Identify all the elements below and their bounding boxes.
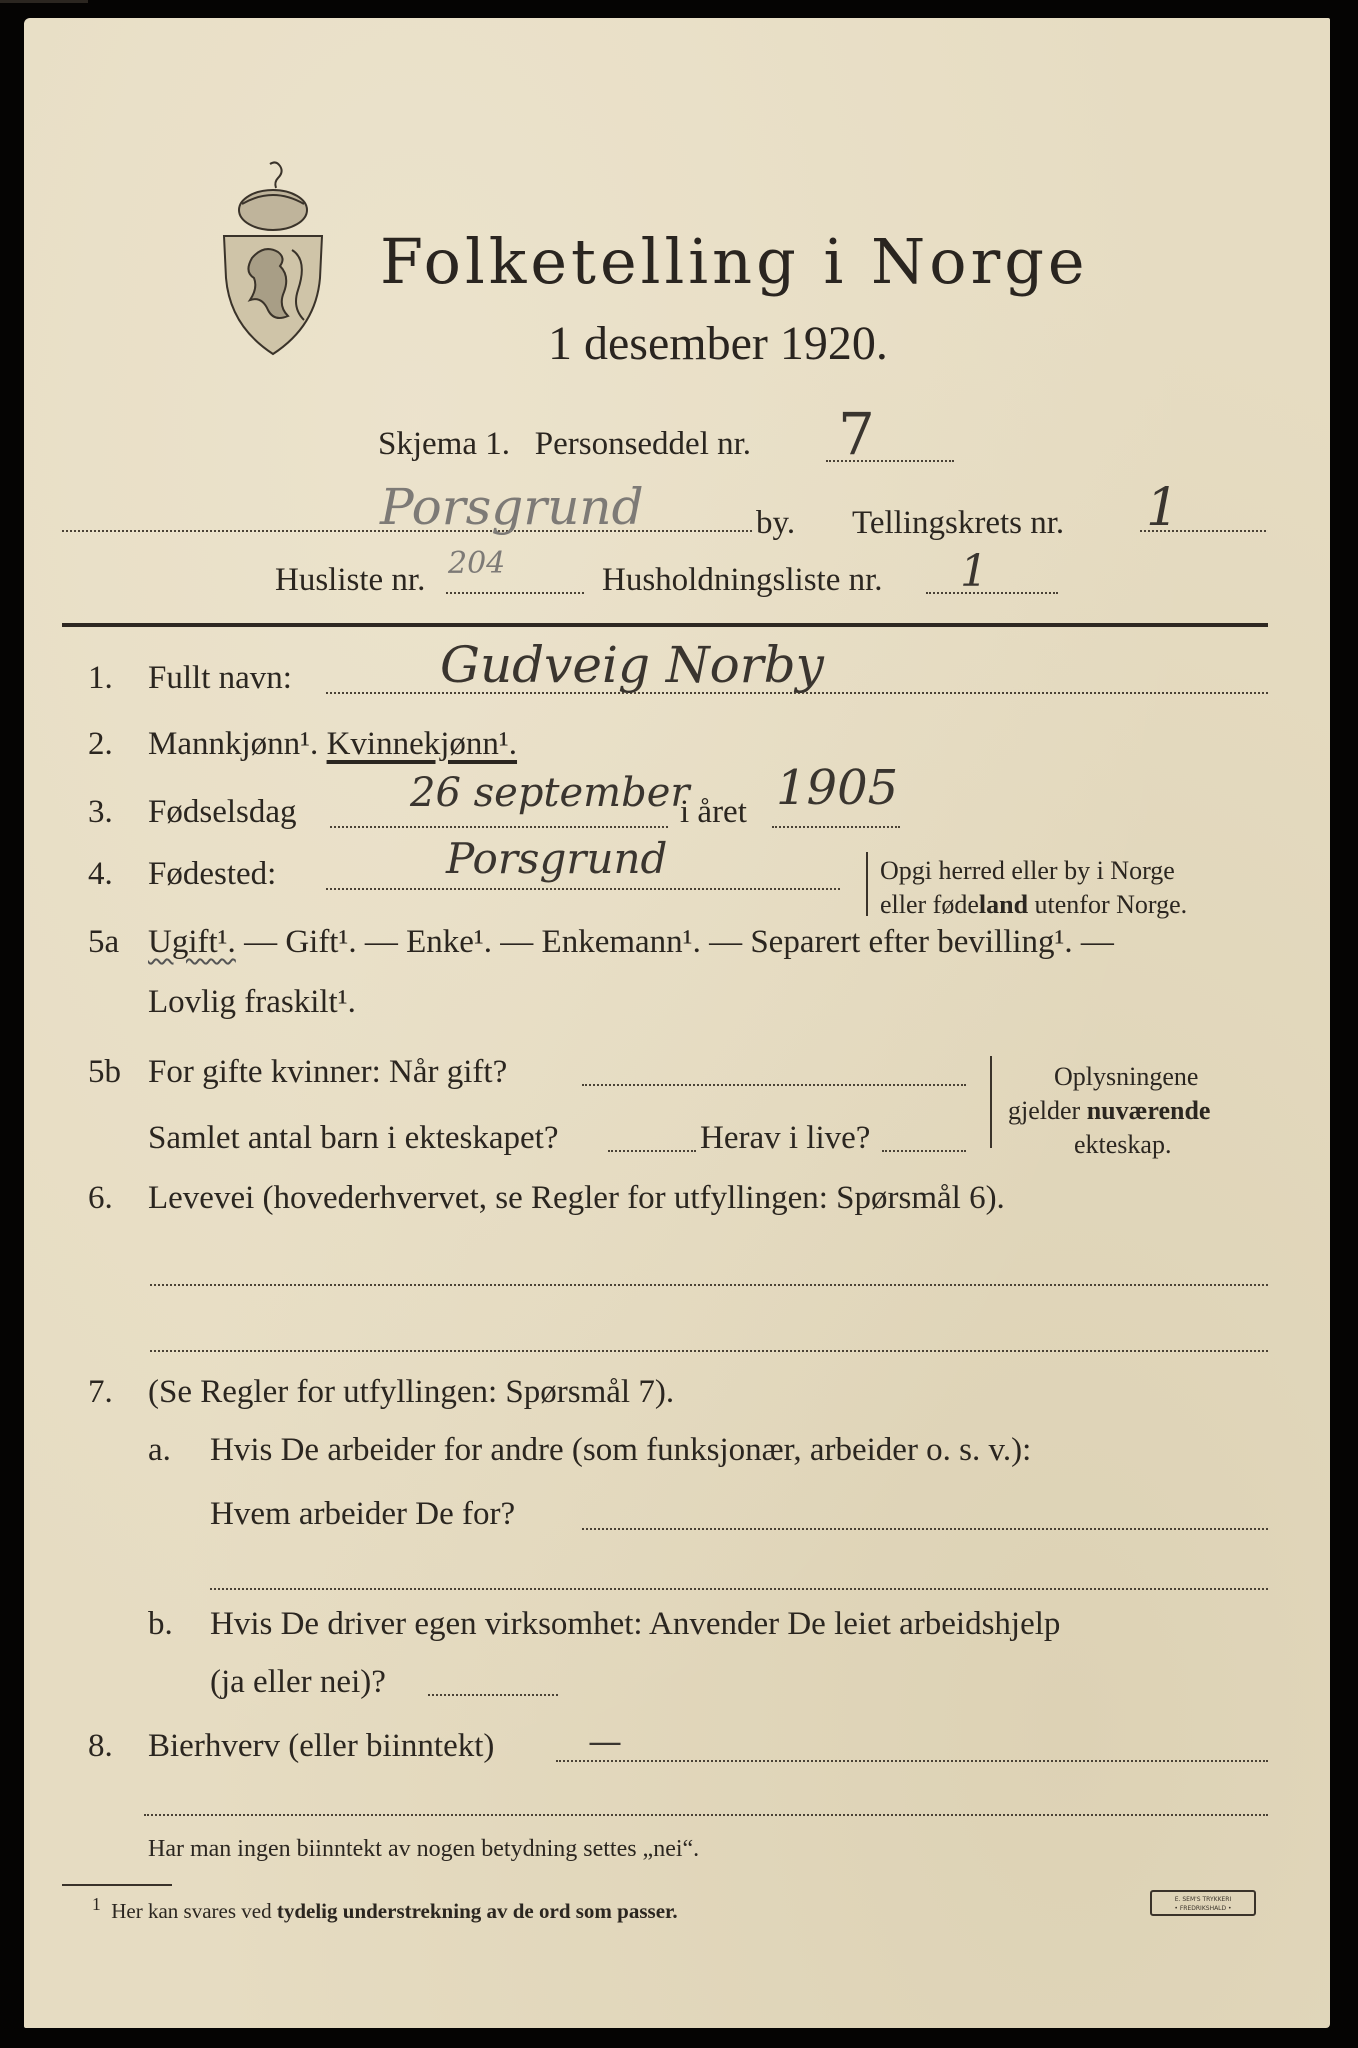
q7b-label: Hvis De driver egen virksomhet: Anvender De leiet arbeidshjelp <box>210 1606 1061 1642</box>
q5b-note-line2 <box>1008 1096 1210 1126</box>
form-title: Folketelling i Norge <box>380 225 1089 298</box>
q1-number: 1. <box>88 660 113 696</box>
q3-number: 3. <box>88 794 113 830</box>
gender-option-male[interactable]: Mannkjønn¹. <box>148 726 319 762</box>
q5b-note-line1: Oplysningene <box>1054 1062 1199 1091</box>
schema-label: Skjema 1. <box>378 426 510 462</box>
q7a-sub-label: Hvem arbeider De for? <box>210 1496 516 1532</box>
birth-year-field[interactable] <box>772 826 900 828</box>
footnote-bold: tydelig understrekning av de ord som passer. <box>276 1899 678 1923</box>
employer-field-line2[interactable] <box>210 1588 1268 1590</box>
household-list-field[interactable] <box>926 592 1058 594</box>
employer-field[interactable] <box>582 1528 1268 1530</box>
printer-stamp-line2: • FREDRIKSHALD • <box>1174 1905 1232 1912</box>
q4-note-line2-pre: eller føde <box>880 890 979 919</box>
q4-label: Fødested: <box>148 856 277 892</box>
footnote-pre: Her kan svares ved <box>111 1899 277 1923</box>
q6-number: 6. <box>88 1180 113 1216</box>
marital-option-divorced[interactable]: Lovlig fraskilt¹. <box>148 984 356 1020</box>
house-list-label: Husliste nr. <box>275 562 426 598</box>
marital-status-options <box>148 924 1114 961</box>
birthplace-field[interactable] <box>326 888 840 890</box>
q8-label: Bierhverv (eller biinntekt) <box>148 1728 495 1764</box>
q5a-number: 5a <box>88 924 120 960</box>
house-list-value: 204 <box>448 546 506 581</box>
occupation-field-line2[interactable] <box>150 1350 1268 1352</box>
household-list-value: 1 <box>960 546 988 597</box>
q5b-label-children: Samlet antal barn i ekteskapet? <box>148 1120 559 1156</box>
house-list-field[interactable] <box>446 592 584 594</box>
birth-date-value: 26 september <box>410 770 690 816</box>
q4-note-line1: Opgi herred eller by i Norge <box>880 856 1175 885</box>
q5b-note-line2-bold: nuværende <box>1086 1096 1211 1125</box>
q5b-label-alive: Herav i live? <box>700 1120 871 1156</box>
city-value: Porsgrund <box>380 478 644 536</box>
census-district-label: Tellingskrets nr. <box>852 505 1065 541</box>
printer-stamp <box>1150 1890 1256 1916</box>
q3-label: Fødselsdag <box>148 794 297 830</box>
marital-option-ugift[interactable]: Ugift¹. <box>148 924 236 960</box>
q5b-number: 5b <box>88 1054 121 1090</box>
q7a-label: Hvis De arbeider for andre (som funksjonær, arbeider o. s. v.): <box>210 1432 1032 1468</box>
city-suffix: by. <box>756 505 796 541</box>
schema-line <box>378 426 751 463</box>
q4-note-brace <box>866 852 868 916</box>
census-district-value: 1 <box>1146 478 1180 538</box>
q8-number: 8. <box>88 1728 113 1764</box>
q3-year-label: i året <box>680 794 747 830</box>
q4-note-line2-post: utenfor Norge. <box>1028 890 1188 919</box>
header-divider <box>62 623 1268 627</box>
side-income-field[interactable] <box>556 1760 1268 1762</box>
full-name-value: Gudveig Norby <box>440 636 824 694</box>
side-income-value: — <box>588 1722 622 1762</box>
household-list-label: Husholdningsliste nr. <box>602 562 883 598</box>
married-when-field[interactable] <box>582 1084 966 1086</box>
title-divider <box>0 0 88 3</box>
q5b-note-line2-pre: gjelder <box>1008 1096 1087 1125</box>
q6-label: Levevei (hovederhvervet, se Regler for utfyllingen: Spørsmål 6). <box>148 1180 1005 1216</box>
person-slip-label: Personseddel nr. <box>534 426 752 462</box>
footnote <box>92 1894 678 1924</box>
birthplace-value: Porsgrund <box>446 834 668 883</box>
q7-label: (Se Regler for utfyllingen: Spørsmål 7). <box>148 1374 675 1410</box>
q5b-note-line3: ekteskap. <box>1074 1130 1172 1159</box>
birth-date-field[interactable] <box>330 826 668 828</box>
q5b-note-brace <box>990 1056 992 1148</box>
q7a-letter: a. <box>148 1432 171 1468</box>
footnote-rule <box>62 1884 172 1886</box>
q7b-sub-label: (ja eller nei)? <box>210 1664 386 1700</box>
q4-note-line2 <box>880 890 1187 920</box>
gender-options <box>148 726 517 763</box>
q7b-letter: b. <box>148 1606 173 1642</box>
gender-option-female[interactable]: Kvinnekjønn¹. <box>326 726 518 762</box>
hired-help-field[interactable] <box>428 1694 558 1696</box>
q7-number: 7. <box>88 1374 113 1410</box>
q4-note-line2-bold: land <box>978 890 1029 919</box>
person-slip-value: 7 <box>838 400 875 468</box>
census-date: 1 desember 1920. <box>548 317 888 370</box>
no-income-note: Har man ingen biinntekt av nogen betydning settes „nei“. <box>148 1836 700 1862</box>
coat-of-arms-icon <box>218 158 328 358</box>
marital-options-rest[interactable]: — Gift¹. — Enke¹. — Enkemann¹. — Separert efter bevilling¹. — <box>235 924 1114 960</box>
children-total-field[interactable] <box>608 1150 696 1152</box>
q2-number: 2. <box>88 726 113 762</box>
q1-label: Fullt navn: <box>148 660 292 696</box>
q5b-label-married-when: For gifte kvinner: Når gift? <box>148 1054 508 1090</box>
occupation-field-line1[interactable] <box>150 1284 1268 1286</box>
side-income-field-line2[interactable] <box>144 1814 1268 1816</box>
q4-number: 4. <box>88 856 113 892</box>
footnote-mark: 1 <box>92 1894 101 1914</box>
birth-year-value: 1905 <box>776 760 899 816</box>
children-alive-field[interactable] <box>882 1150 966 1152</box>
printer-stamp-line1: E. SEM'S TRYKKERI <box>1174 1896 1232 1903</box>
